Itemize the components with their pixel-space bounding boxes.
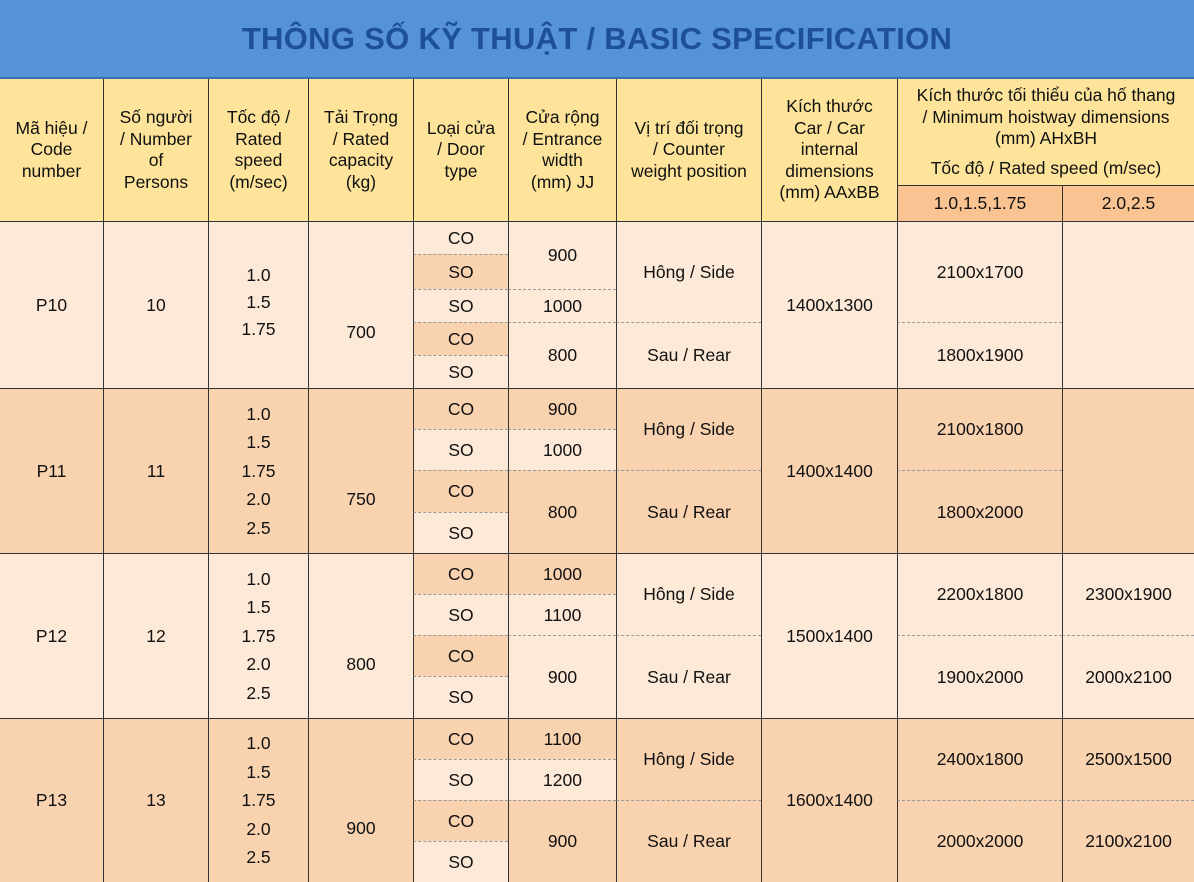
row-persons: 11 bbox=[103, 388, 208, 553]
header-capacity-line: / Rated bbox=[332, 128, 390, 149]
hoistway-standard-cell: 2200x1800 bbox=[897, 553, 1062, 635]
row-speeds-line: 1.5 bbox=[246, 761, 271, 782]
door-type-cell: CO bbox=[413, 470, 508, 512]
row-car-dimensions: 1400x1400 bbox=[761, 388, 897, 553]
entrance-width-cell: 800 bbox=[508, 470, 616, 553]
row-speeds-line: 1.0 bbox=[246, 568, 271, 589]
door-type-cell: SO bbox=[413, 512, 508, 553]
hoistway-high-speed-cell: 2100x2100 bbox=[1062, 800, 1194, 882]
header-door-type-line: type bbox=[444, 160, 478, 181]
header-hoistway-line: (mm) AHxBH bbox=[994, 128, 1098, 149]
row-capacity: 800 bbox=[308, 553, 413, 718]
door-type-cell: CO bbox=[413, 718, 508, 759]
row-persons: 13 bbox=[103, 718, 208, 882]
header-hoist-speed: Tốc độ / Rated speed (m/sec) bbox=[897, 152, 1194, 185]
header-code bbox=[0, 79, 103, 221]
row-code: P13 bbox=[0, 718, 103, 882]
hoistway-high-speed-empty bbox=[1062, 221, 1194, 388]
hoistway-high-speed-empty bbox=[1062, 388, 1194, 553]
door-type-cell: SO bbox=[413, 429, 508, 470]
header-speed-line: Rated bbox=[235, 128, 282, 149]
header-car-dimensions-line: (mm) AAxBB bbox=[779, 182, 880, 203]
header-entrance-width-line: / Entrance bbox=[522, 128, 603, 149]
hoistway-standard-cell: 1900x2000 bbox=[897, 635, 1062, 718]
door-type-cell: SO bbox=[413, 355, 508, 388]
hoistway-standard-cell: 2000x2000 bbox=[897, 800, 1062, 882]
entrance-width-cell: 900 bbox=[508, 221, 616, 289]
header-persons-line: of bbox=[148, 150, 164, 170]
header-entrance-width-line: Cửa rộng bbox=[525, 107, 600, 127]
header-counterweight-line: / Counter bbox=[653, 139, 725, 160]
header-car-dimensions-line: Car / Car bbox=[794, 117, 865, 138]
header-hoistway bbox=[897, 79, 1194, 152]
entrance-width-cell: 900 bbox=[508, 388, 616, 429]
entrance-width-cell: 1100 bbox=[508, 718, 616, 759]
row-speeds-line: 2.0 bbox=[246, 654, 271, 675]
row-capacity: 750 bbox=[308, 388, 413, 553]
door-type-cell: SO bbox=[413, 676, 508, 718]
row-code: P11 bbox=[0, 388, 103, 553]
entrance-width-cell: 1000 bbox=[508, 289, 616, 322]
header-speed-line: (m/sec) bbox=[229, 171, 288, 192]
row-speeds-line: 1.5 bbox=[246, 291, 271, 312]
header-speed bbox=[208, 79, 308, 221]
header-car-dimensions-line: internal bbox=[800, 139, 859, 160]
spec-title: THÔNG SỐ KỸ THUẬT / BASIC SPECIFICATION bbox=[0, 0, 1194, 77]
header-car-dimensions-line: dimensions bbox=[785, 160, 874, 181]
hoistway-high-speed-cell: 2300x1900 bbox=[1062, 553, 1194, 635]
counterweight-cell: Sau / Rear bbox=[616, 470, 761, 553]
entrance-width-cell: 1100 bbox=[508, 594, 616, 635]
row-speeds bbox=[208, 718, 308, 882]
header-counterweight-line: Vị trí đối trọng bbox=[634, 117, 744, 138]
header-car-dimensions-line: Kích thước bbox=[786, 96, 873, 117]
header-capacity-line: Tải Trọng bbox=[324, 107, 398, 127]
row-speeds-line: 1.0 bbox=[246, 733, 271, 754]
header-persons-line: Persons bbox=[123, 171, 189, 192]
hoistway-high-speed-cell: 2000x2100 bbox=[1062, 635, 1194, 718]
hoistway-standard-cell: 1800x2000 bbox=[897, 470, 1062, 553]
hoistway-standard-cell: 1800x1900 bbox=[897, 322, 1062, 388]
door-type-cell: SO bbox=[413, 759, 508, 800]
header-hoistway-line: / Minimum hoistway dimensions bbox=[922, 106, 1170, 127]
row-speeds-line: 1.5 bbox=[246, 432, 271, 453]
header-speed-col1: 1.0,1.5,1.75 bbox=[897, 185, 1062, 221]
row-speeds-line: 1.5 bbox=[246, 597, 271, 618]
door-type-cell: CO bbox=[413, 322, 508, 355]
row-speeds-line: 2.0 bbox=[246, 818, 271, 839]
entrance-width-cell: 1200 bbox=[508, 759, 616, 800]
row-speeds-line: 1.0 bbox=[246, 264, 271, 285]
header-capacity bbox=[308, 79, 413, 221]
row-car-dimensions: 1600x1400 bbox=[761, 718, 897, 882]
header-persons-line: Số người bbox=[119, 107, 193, 127]
row-speeds-line: 2.5 bbox=[246, 682, 271, 703]
header-entrance-width-line: (mm) JJ bbox=[530, 171, 595, 192]
entrance-width-cell: 1000 bbox=[508, 553, 616, 594]
header-entrance-width-line: width bbox=[542, 150, 583, 170]
header-door-type-line: / Door bbox=[437, 139, 485, 160]
header-persons-line: / Number bbox=[120, 128, 192, 149]
entrance-width-cell: 1000 bbox=[508, 429, 616, 470]
header-counterweight-line: weight position bbox=[631, 160, 747, 181]
header-door-type bbox=[413, 79, 508, 221]
row-speeds-line: 1.75 bbox=[241, 790, 276, 811]
row-code: P10 bbox=[0, 221, 103, 388]
door-type-cell: SO bbox=[413, 841, 508, 882]
row-speeds bbox=[208, 553, 308, 718]
header-counterweight bbox=[616, 79, 761, 221]
header-capacity-line: (kg) bbox=[345, 171, 377, 192]
entrance-width-cell: 900 bbox=[508, 635, 616, 718]
row-speeds bbox=[208, 221, 308, 388]
header-speed-col2: 2.0,2.5 bbox=[1062, 185, 1194, 221]
door-type-cell: CO bbox=[413, 800, 508, 841]
header-capacity-line: capacity bbox=[328, 150, 394, 170]
counterweight-cell: Hông / Side bbox=[616, 553, 761, 635]
counterweight-cell: Sau / Rear bbox=[616, 800, 761, 882]
header-code-line: Code bbox=[30, 139, 73, 160]
row-car-dimensions: 1400x1300 bbox=[761, 221, 897, 388]
row-speeds-line: 1.75 bbox=[241, 318, 276, 339]
hoistway-standard-cell: 2100x1800 bbox=[897, 388, 1062, 470]
hoistway-high-speed-cell: 2500x1500 bbox=[1062, 718, 1194, 800]
counterweight-cell: Hông / Side bbox=[616, 221, 761, 322]
counterweight-cell: Sau / Rear bbox=[616, 635, 761, 718]
door-type-cell: SO bbox=[413, 594, 508, 635]
counterweight-cell: Hông / Side bbox=[616, 718, 761, 800]
header-speed-line: Tốc độ / bbox=[226, 107, 291, 127]
header-code-line: number bbox=[21, 160, 82, 181]
counterweight-cell: Hông / Side bbox=[616, 388, 761, 470]
door-type-cell: CO bbox=[413, 221, 508, 254]
door-type-cell: CO bbox=[413, 553, 508, 594]
header-speed-line: speed bbox=[234, 150, 283, 170]
header-persons bbox=[103, 79, 208, 221]
row-persons: 12 bbox=[103, 553, 208, 718]
door-type-cell: SO bbox=[413, 289, 508, 322]
row-code: P12 bbox=[0, 553, 103, 718]
row-speeds bbox=[208, 388, 308, 553]
header-door-type-line: Loại cửa bbox=[426, 117, 496, 138]
row-persons: 10 bbox=[103, 221, 208, 388]
row-speeds-line: 1.75 bbox=[241, 625, 276, 646]
header-car-dimensions bbox=[761, 79, 897, 221]
door-type-cell: CO bbox=[413, 635, 508, 676]
row-speeds-line: 1.0 bbox=[246, 403, 271, 424]
row-capacity: 700 bbox=[308, 221, 413, 388]
door-type-cell: SO bbox=[413, 254, 508, 289]
entrance-width-cell: 900 bbox=[508, 800, 616, 882]
counterweight-cell: Sau / Rear bbox=[616, 322, 761, 388]
row-speeds-line: 2.0 bbox=[246, 489, 271, 510]
row-car-dimensions: 1500x1400 bbox=[761, 553, 897, 718]
hoistway-standard-cell: 2100x1700 bbox=[897, 221, 1062, 322]
header-entrance-width bbox=[508, 79, 616, 221]
hoistway-standard-cell: 2400x1800 bbox=[897, 718, 1062, 800]
row-speeds-line: 1.75 bbox=[241, 460, 276, 481]
door-type-cell: CO bbox=[413, 388, 508, 429]
row-capacity: 900 bbox=[308, 718, 413, 882]
header-hoistway-line: Kích thước tối thiểu của hố thang bbox=[916, 85, 1176, 106]
row-speeds-line: 2.5 bbox=[246, 517, 271, 538]
row-speeds-line: 2.5 bbox=[246, 847, 271, 868]
entrance-width-cell: 800 bbox=[508, 322, 616, 388]
header-code-line: Mã hiệu / bbox=[15, 117, 88, 138]
